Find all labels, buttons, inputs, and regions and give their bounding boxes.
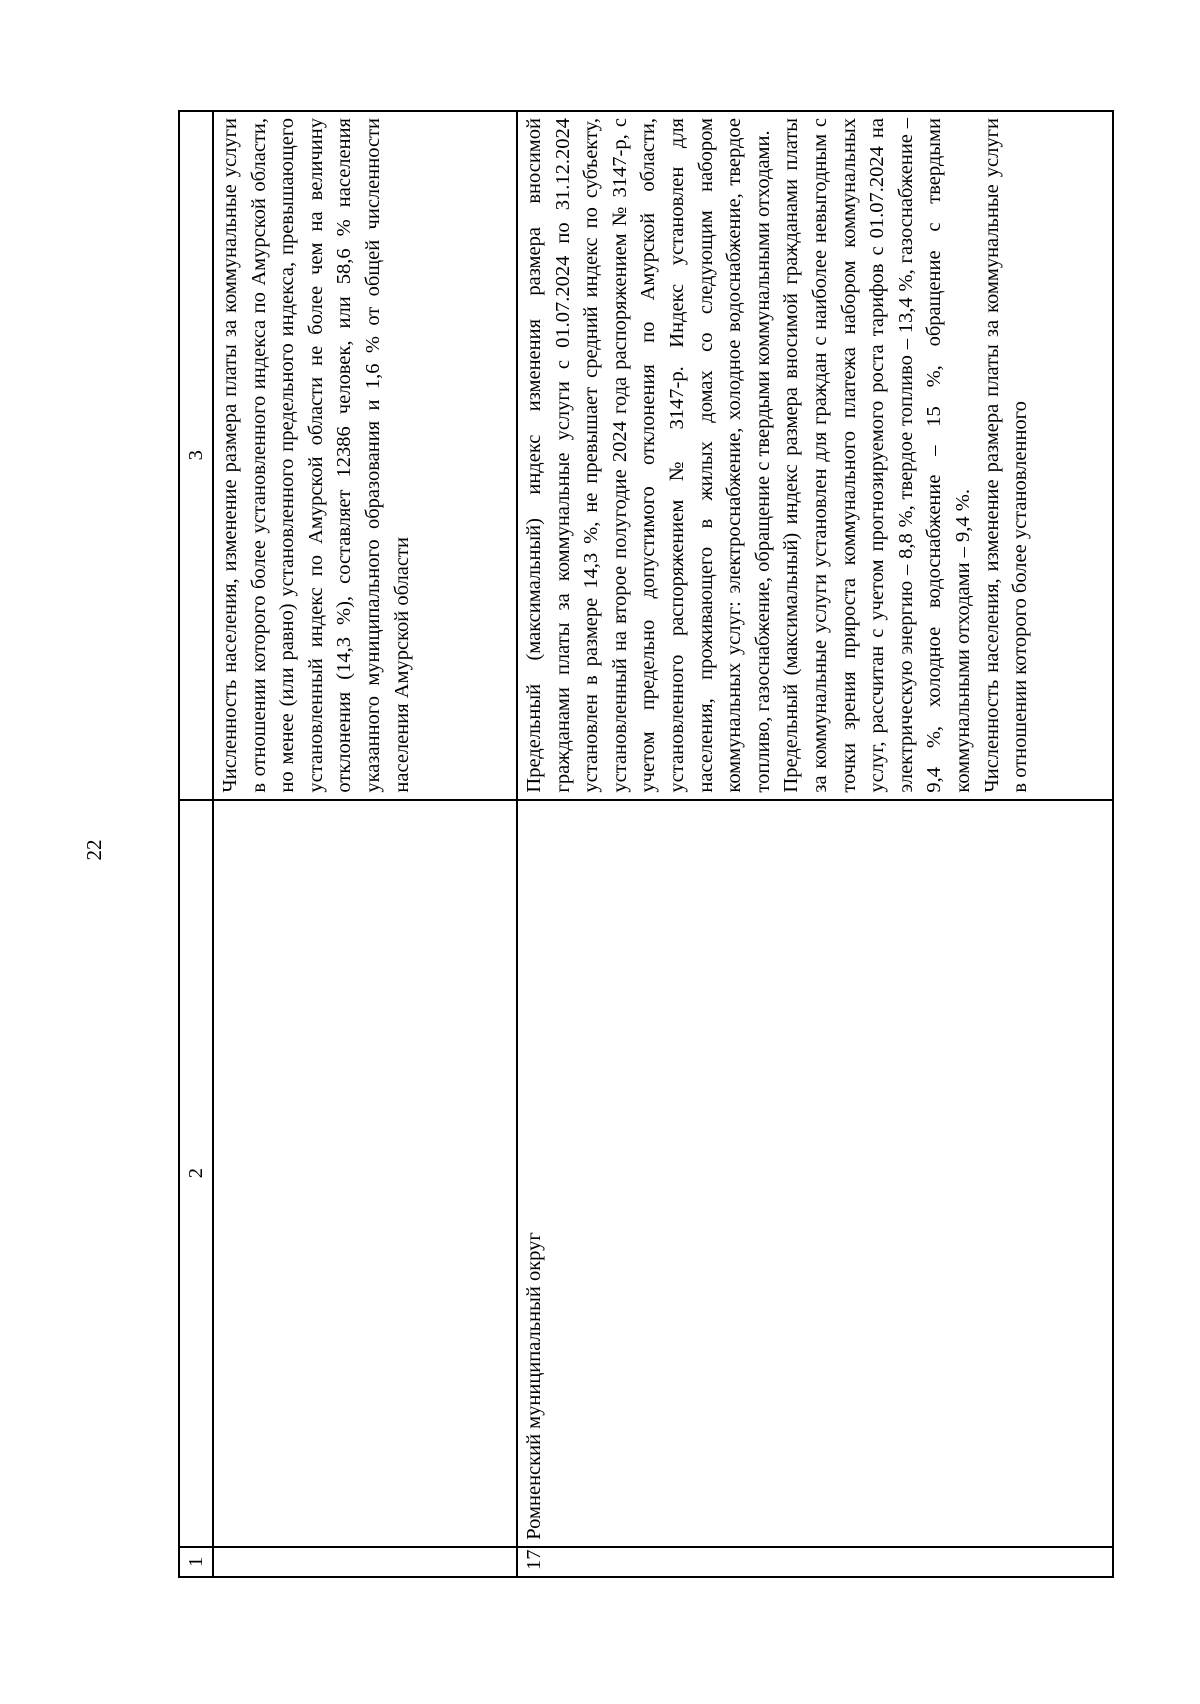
- description-cell: [213, 111, 517, 800]
- rotated-table-container: [178, 110, 1114, 1578]
- table-row: [517, 111, 1113, 1577]
- municipality-name: Ромненский муниципальный округ: [517, 800, 1113, 1547]
- row-number: [213, 1547, 517, 1577]
- page-number: 22: [82, 839, 106, 861]
- description-paragraph: Предельный (максимальный) индекс размера вносимой гражданами платы за коммунальные услуги установлен для граждан с наиболее невыгодным с точки зрения прироста коммунального платежа набором коммунальных услуг, рассчитан с учетом прогнозируемого роста тарифов с 01.07.2024 на электрическую энергию – 8,8 %, твердое топливо – 13,4 %, газоснабжение – 9,4 %, холодное водоснабжение – 15 %, обращение с твердыми коммунальными отходами – 9,4 %.: [780, 118, 974, 793]
- landscape-page: [178, 110, 1114, 1578]
- description-paragraph: Численность населения, изменение размера платы за коммунальные услуги в отношении которого более установленного: [980, 118, 1032, 793]
- description-cell: [517, 111, 1113, 800]
- header-col-1: 1: [179, 1547, 213, 1577]
- table-row: [213, 111, 517, 1577]
- description-paragraph: Численность населения, изменение размера платы за коммунальные услуги в отношении которого более установленного индекса по Амурской области, но менее (или равно) установленного предельного индекса, превышающего установленный индекс по Амурской области не более чем на величину отклонения (14,3 %), составляет 12386 человек, или 58,6 % населения указанного муниципального образования и 1,6 % от общей численности населения Амурской области: [219, 118, 413, 793]
- municipality-name: [213, 800, 517, 1547]
- table-header-row: [179, 111, 213, 1577]
- description-paragraph: Предельный (максимальный) индекс изменения размера вносимой гражданами платы за коммунальные услуги с 01.07.2024 по 31.12.2024 установлен в размере 14,3 %, не превышает средний индекс по субъекту, установленный на второе полугодие 2024 года распоряжением № 3147-р, с учетом предельно допустимого отклонения по Амурской области, установленного распоряжением № 3147-р. Индекс установлен для населения, проживающего в жилых домах со следующим набором коммунальных услуг: электроснабжение, холодное водоснабжение, твердое топливо, газоснабжение, обращение с твердыми коммунальными отходами.: [523, 118, 774, 793]
- data-table: [178, 110, 1114, 1578]
- header-col-3: 3: [179, 111, 213, 800]
- row-number: 17: [517, 1547, 1113, 1577]
- header-col-2: 2: [179, 800, 213, 1547]
